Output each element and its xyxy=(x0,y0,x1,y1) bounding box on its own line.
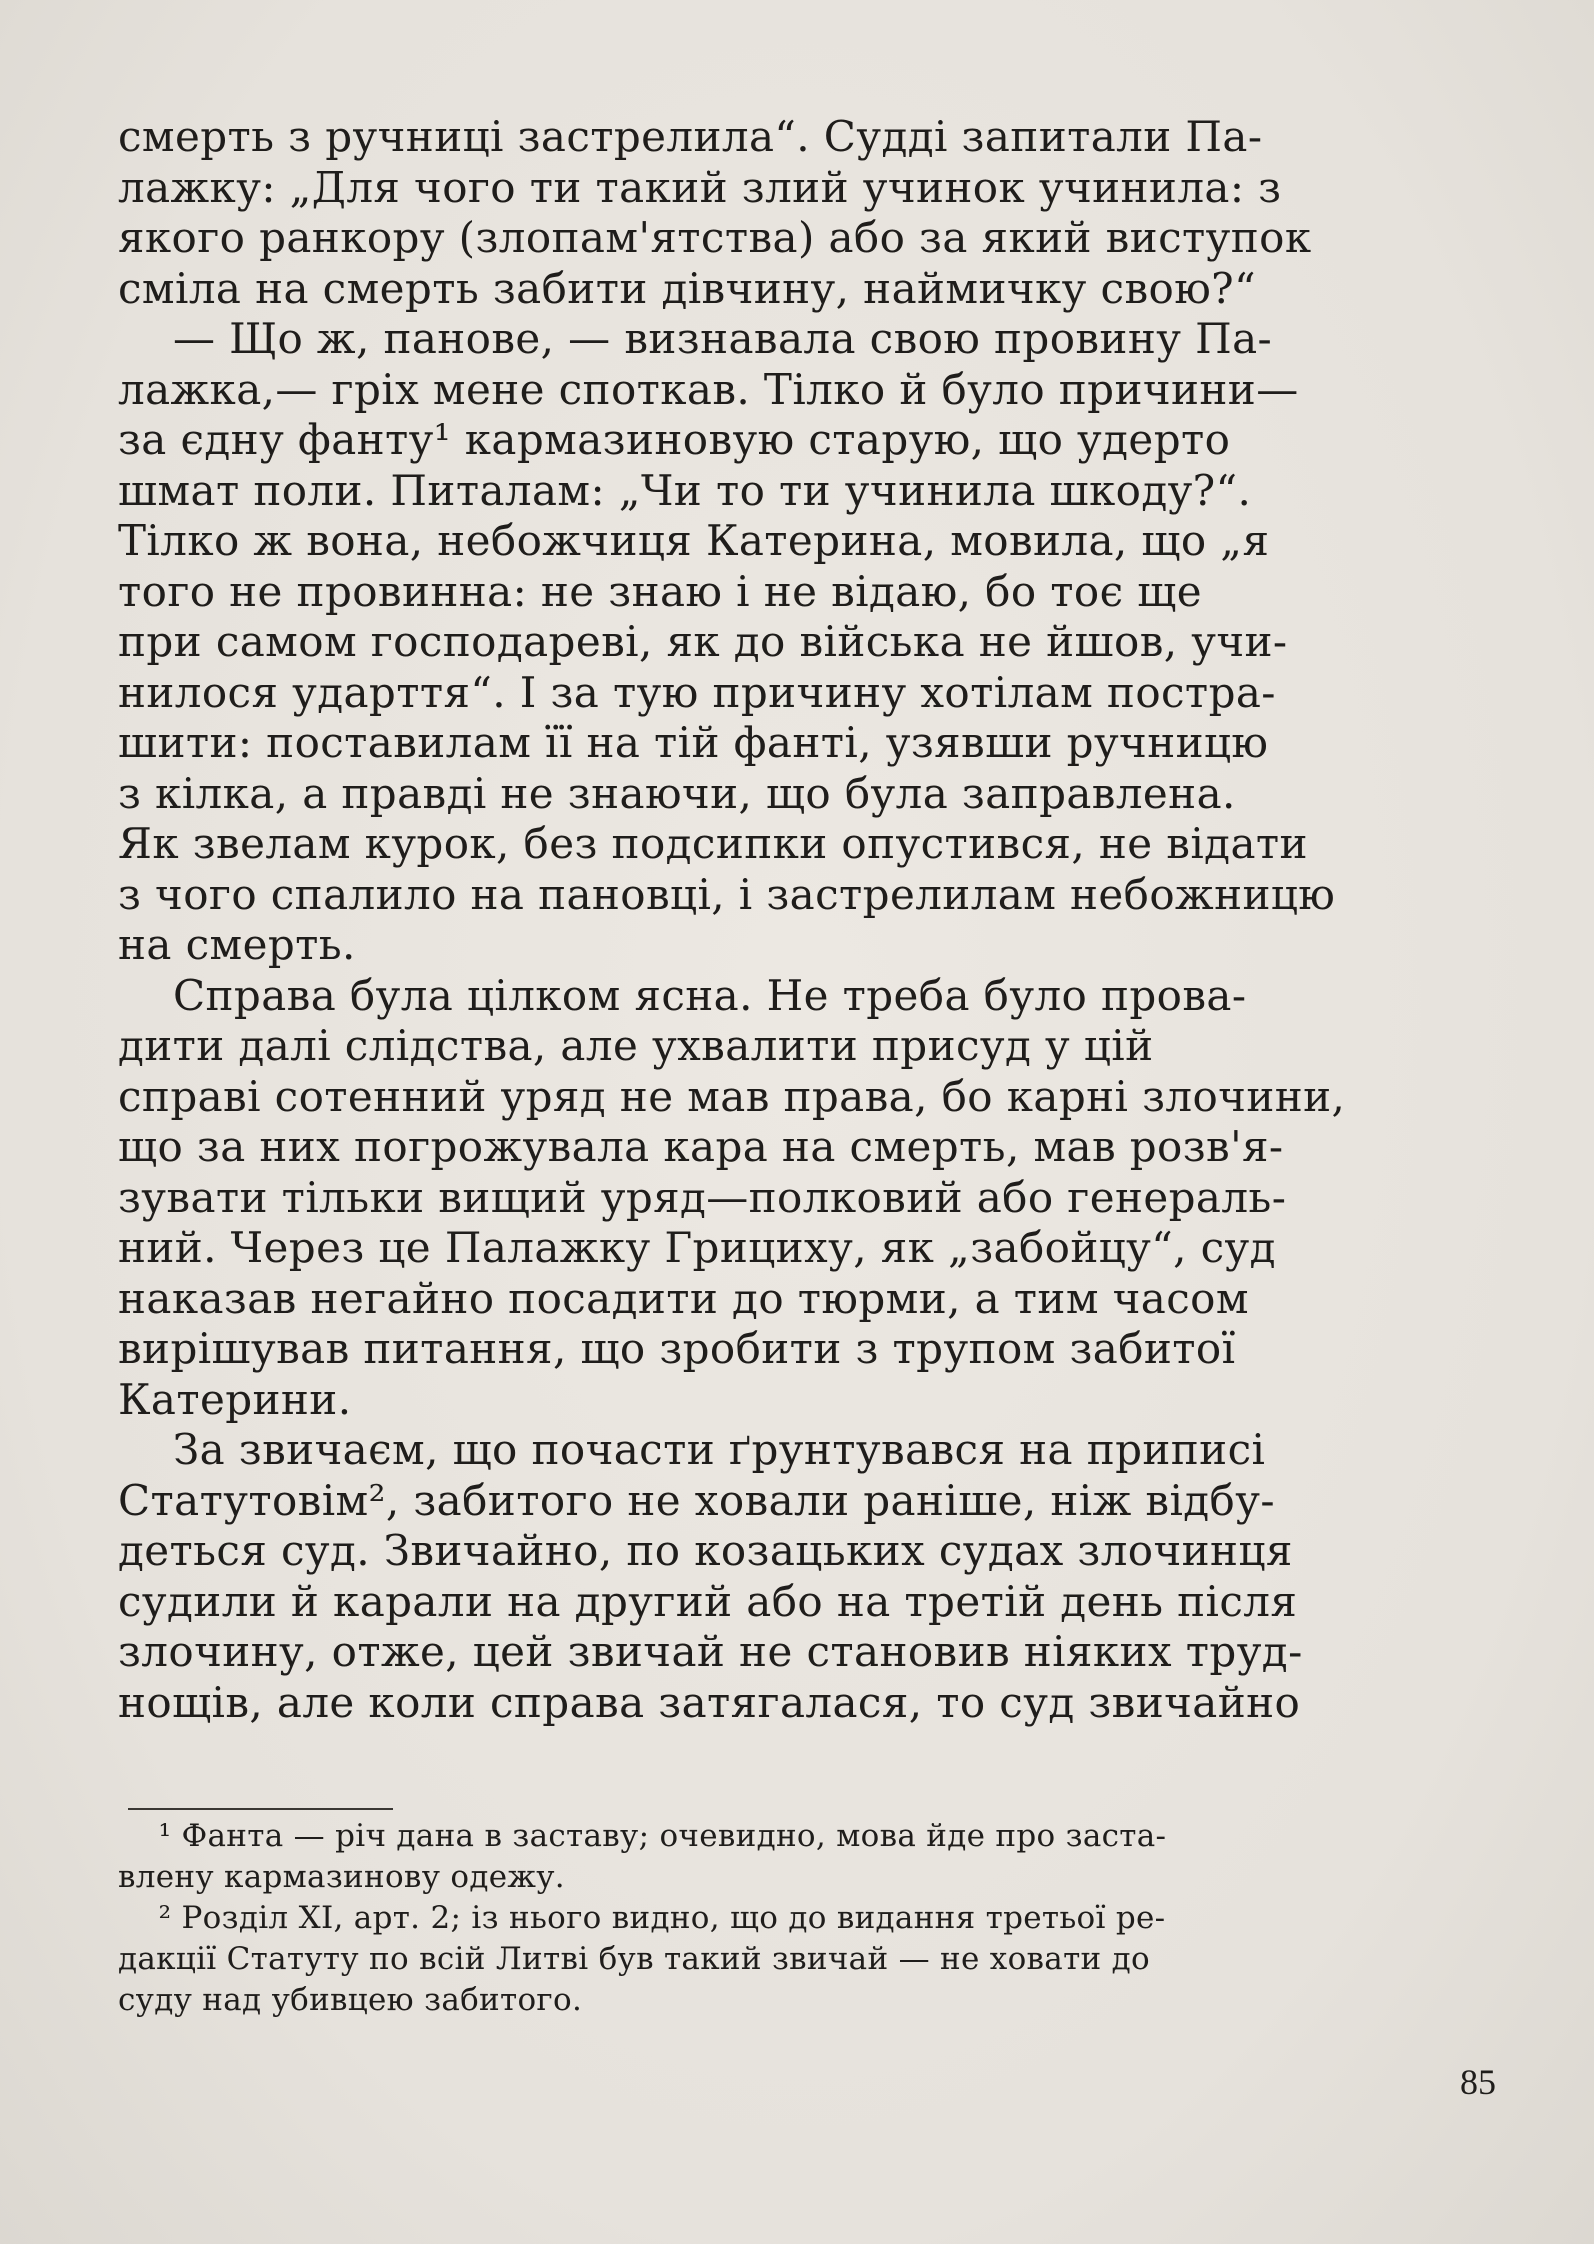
footnote-line: влену кармазинову одежу. xyxy=(118,1859,565,1895)
body-line: деться суд. Звичайно, по козацьких судах злочинця xyxy=(118,1526,1293,1575)
body-line: Як звелам курок, без подсипки опустився, не відати xyxy=(118,819,1308,868)
body-line: — Що ж, панове, — визнавала свою провину Па- xyxy=(118,314,1273,363)
body-line: шмат поли. Питалам: „Чи то ти учинила шкоду?“. xyxy=(118,465,1252,515)
body-line: з кілка, а правді не знаючи, що була заправлена. xyxy=(118,768,1236,818)
body-line: при самом господареві, як до війська не йшов, учи- xyxy=(118,617,1288,666)
body-line: дити далі слідства, але ухвалити присуд у цій xyxy=(118,1021,1154,1070)
body-line: нилося ударття“. І за тую причину хотілам постра- xyxy=(118,667,1276,717)
body-line: лажка,— гріх мене споткав. Тілко й було причини— xyxy=(118,364,1299,414)
body-line: за єдну фанту¹ кармазиновую старую, що удерто xyxy=(118,415,1231,464)
body-line: справі сотенний уряд не мав права, бо карні злочини, xyxy=(118,1071,1346,1121)
body-line: зувати тільки вищий уряд—полковий або генераль- xyxy=(118,1172,1287,1222)
page-number: 85 xyxy=(1460,2062,1496,2102)
body-line: злочину, отже, цей звичай не становив ніяких труд- xyxy=(118,1627,1303,1676)
body-line: смерть з ручниці застрелила“. Судді запитали Па- xyxy=(118,112,1263,161)
body-line: що за них погрожувала кара на смерть, мав розв'я- xyxy=(118,1122,1284,1171)
footnote-rule xyxy=(128,1808,393,1810)
body-line: Справа була цілком ясна. Не треба було прова- xyxy=(118,970,1247,1020)
body-text xyxy=(118,112,1510,1728)
footnote-line: суду над убивцею забитого. xyxy=(118,1982,583,2018)
footnote-line: дакції Статуту по всій Литві був такий звичай — не ховати до xyxy=(118,1941,1150,1977)
body-line: За звичаєм, що почасти ґрунтувався на приписі xyxy=(118,1425,1266,1474)
body-line: Катерини. xyxy=(118,1374,352,1424)
body-line: вирішував питання, що зробити з трупом забитої xyxy=(118,1324,1236,1373)
footnote-line: ² Розділ XI, арт. 2; із нього видно, що до видання третьої ре- xyxy=(118,1900,1166,1936)
body-line: Тілко ж вона, небожчиця Катерина, мовила, що „я xyxy=(118,516,1270,565)
body-line: на смерть. xyxy=(118,920,356,969)
body-line: Статутовім², забитого не ховали раніше, ніж відбу- xyxy=(118,1475,1275,1525)
body-line: наказав негайно посадити до тюрми, а тим часом xyxy=(118,1273,1249,1323)
body-line: нощів, але коли справа затягалася, то суд звичайно xyxy=(118,1677,1301,1727)
body-line: шити: поставилам її на тій фанті, узявши ручницю xyxy=(118,718,1269,767)
footnote-line: ¹ Фанта — річ дана в заставу; очевидно, мова йде про заста- xyxy=(118,1818,1167,1854)
body-line: ний. Через це Палажку Грициху, як „забойцу“, суд xyxy=(118,1223,1276,1272)
footnotes xyxy=(118,1816,1510,2021)
body-line: з чого спалило на пановці, і застрелилам небожницю xyxy=(118,869,1336,919)
body-line: лажку: „Для чого ти такий злий учинок учинила: з xyxy=(118,162,1282,212)
body-line: сміла на смерть забити дівчину, наймичку свою?“ xyxy=(118,263,1256,313)
body-line: того не провинна: не знаю і не відаю, бо тоє ще xyxy=(118,566,1202,616)
body-line: якого ранкору (злопам'ятства) або за який виступок xyxy=(118,213,1312,262)
body-line: судили й карали на другий або на третій день після xyxy=(118,1576,1298,1626)
